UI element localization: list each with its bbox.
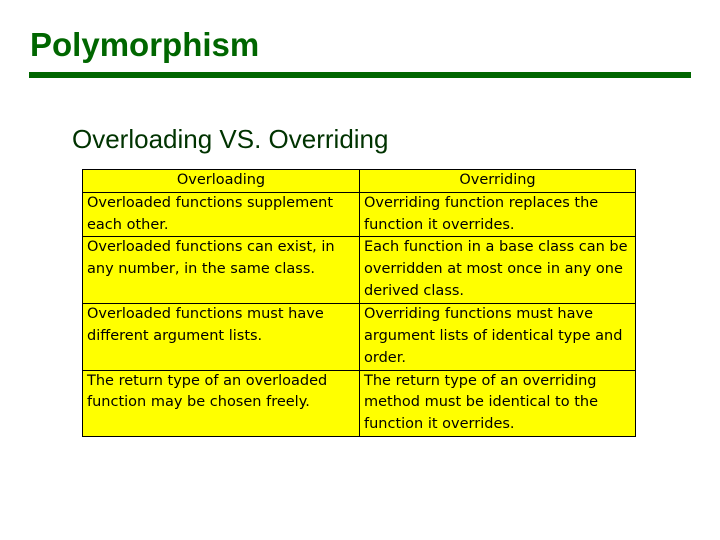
cell-spacer	[87, 348, 355, 370]
cell-overloading	[83, 303, 360, 370]
table-row	[83, 303, 636, 370]
cell-overriding: Overriding function replaces the function it overrides.	[360, 192, 636, 237]
table-row	[83, 370, 636, 436]
title-underline	[29, 72, 691, 78]
slide-subtitle: Overloading VS. Overriding	[72, 124, 389, 154]
cell-overriding: Overriding functions must have argument lists of identical type and order.	[360, 303, 636, 370]
comparison-table	[82, 169, 636, 437]
cell-overloading: The return type of an overloaded function may be chosen freely.	[83, 370, 360, 436]
cell-overriding: Each function in a base class can be overridden at most once in any one derived class.	[360, 237, 636, 304]
header-overloading: Overloading	[83, 170, 360, 193]
cell-text: Overloaded functions can exist, in any number, in the same class.	[87, 239, 335, 278]
slide-title: Polymorphism	[30, 26, 260, 63]
cell-overriding: The return type of an overriding method must be identical to the function it overrides.	[360, 370, 636, 436]
cell-spacer	[87, 281, 355, 303]
table-row	[83, 237, 636, 304]
table-header-row	[83, 170, 636, 193]
cell-overloading: Overloaded functions supplement each other.	[83, 192, 360, 237]
table-row	[83, 192, 636, 237]
cell-text: Overloaded functions must have different argument lists.	[87, 305, 324, 344]
header-overriding: Overriding	[360, 170, 636, 193]
cell-overloading	[83, 237, 360, 304]
